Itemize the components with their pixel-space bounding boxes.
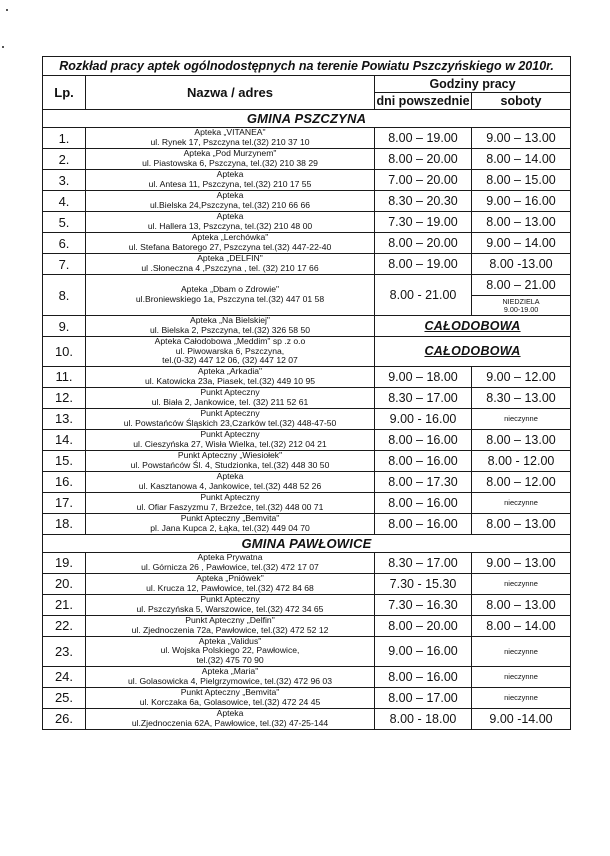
table-row bbox=[43, 128, 571, 149]
pharmacy-name: Apteka bbox=[216, 190, 244, 201]
pharmacy-name-address bbox=[86, 191, 375, 212]
weekday-hours: 8.30 – 20.30 bbox=[375, 191, 472, 212]
table-row bbox=[43, 275, 571, 316]
scan-speck bbox=[6, 9, 8, 11]
pharmacy-name: Punkt Apteczny bbox=[200, 492, 260, 503]
pharmacy-address: ul.Zjednoczenia 62A, Pawłowice, tel.(32) 47-25-144 bbox=[131, 717, 329, 728]
row-number: 10. bbox=[43, 337, 86, 367]
row-number: 26. bbox=[43, 708, 86, 729]
pharmacy-name-address bbox=[86, 429, 375, 450]
pharmacy-address: ul. Górnicza 26 , Pawłowice, tel.(32) 472 17 07 bbox=[141, 561, 319, 572]
pharmacy-name-address bbox=[86, 594, 375, 615]
pharmacy-name: Punkt Apteczny „Bemvita" bbox=[180, 513, 280, 524]
table-row bbox=[43, 233, 571, 254]
pharmacy-name-address bbox=[86, 254, 375, 275]
pharmacy-name-address bbox=[86, 552, 375, 573]
weekday-hours: 8.00 – 17.00 bbox=[375, 687, 472, 708]
pharmacy-name: Apteka „Na Bielskiej" bbox=[190, 315, 270, 326]
row-number: 17. bbox=[43, 492, 86, 513]
weekday-hours: 8.00 – 19.00 bbox=[375, 254, 472, 275]
pharmacy-address: ul. Stefana Batorego 27, Pszczyna tel.(32) 447-22-40 bbox=[128, 242, 332, 252]
pharmacy-name: Apteka „DELFIN" bbox=[197, 253, 263, 264]
table-row bbox=[43, 552, 571, 573]
header-name: Nazwa / adres bbox=[86, 76, 375, 110]
weekday-hours: 8.00 – 16.00 bbox=[375, 429, 472, 450]
pharmacy-name: Apteka „Lerchówka" bbox=[191, 232, 269, 243]
weekday-hours: 9.00 – 18.00 bbox=[375, 366, 472, 387]
sunday-hours: 9.00-19.00 bbox=[503, 304, 539, 314]
pharmacy-address: ul. Hallera 13, Pszczyna, tel.(32) 210 48 00 bbox=[147, 221, 313, 231]
table-row bbox=[43, 429, 571, 450]
pharmacy-address: ul .Słoneczna 4 ,Pszczyna , tel. (32) 210 17 66 bbox=[141, 263, 319, 273]
weekday-hours: 7.00 – 20.00 bbox=[375, 170, 472, 191]
pharmacy-name: Apteka bbox=[216, 708, 244, 718]
weekday-hours: 8.00 – 16.00 bbox=[375, 666, 472, 687]
pharmacy-address: ul. Korczaka 6a, Golasowice, tel.(32) 472 24 45 bbox=[139, 696, 321, 707]
pharmacy-address: ul.Bielska 24,Pszczyna, tel.(32) 210 66 66 bbox=[149, 200, 311, 210]
saturday-hours: 8.00 – 12.00 bbox=[472, 471, 571, 492]
pharmacy-phone: tel.(32) 475 70 90 bbox=[196, 654, 264, 665]
table-row bbox=[43, 387, 571, 408]
row-number: 9. bbox=[43, 316, 86, 337]
pharmacy-name: Punkt Apteczny „Delfin" bbox=[185, 615, 275, 626]
pharmacy-name-address bbox=[86, 408, 375, 429]
pharmacy-name: Apteka bbox=[216, 471, 244, 482]
table-row bbox=[43, 212, 571, 233]
pharmacy-name: Apteka „VITANEA" bbox=[194, 127, 266, 138]
row-number: 14. bbox=[43, 429, 86, 450]
pharmacy-address: ul. Piastowska 6, Pszczyna, tel.(32) 210 38 29 bbox=[142, 158, 318, 168]
table-row bbox=[43, 636, 571, 666]
pharmacy-name: Punkt Apteczny bbox=[200, 408, 260, 419]
open-24h-label: CAŁODOBOWA bbox=[375, 337, 571, 367]
pharmacy-name-address bbox=[86, 170, 375, 191]
row-number: 23. bbox=[43, 636, 86, 666]
saturday-hours: 9.00 – 13.00 bbox=[472, 128, 571, 149]
pharmacy-name-address bbox=[86, 212, 375, 233]
row-number: 4. bbox=[43, 191, 86, 212]
row-number: 25. bbox=[43, 687, 86, 708]
weekday-hours: 8.00 – 20.00 bbox=[375, 233, 472, 254]
weekday-hours: 8.00 – 16.00 bbox=[375, 450, 472, 471]
weekday-hours: 8.00 – 16.00 bbox=[375, 513, 472, 534]
pharmacy-name-address bbox=[86, 128, 375, 149]
table-row bbox=[43, 513, 571, 534]
row-number: 16. bbox=[43, 471, 86, 492]
pharmacy-name-address bbox=[86, 316, 375, 337]
document-title: Rozkład pracy aptek ogólnodostępnych na terenie Powiatu Pszczyńskiego w 2010r. bbox=[43, 57, 571, 76]
pharmacy-name-address bbox=[86, 615, 375, 636]
pharmacy-address: ul. Rynek 17, Pszczyna tel.(32) 210 37 10 bbox=[150, 137, 310, 147]
weekday-hours: 9.00 – 16.00 bbox=[375, 636, 472, 666]
pharmacy-name: Punkt Apteczny bbox=[200, 387, 260, 398]
saturday-hours: 8.30 – 13.00 bbox=[472, 387, 571, 408]
header-weekdays: dni powszednie bbox=[376, 94, 470, 108]
table-row bbox=[43, 450, 571, 471]
pharmacy-name-address bbox=[86, 366, 375, 387]
saturday-hours: 8.00 – 13.00 bbox=[472, 513, 571, 534]
pharmacy-name: Punkt Apteczny „Wiesiołek" bbox=[177, 450, 283, 461]
weekday-hours: 7.30 – 16.30 bbox=[375, 594, 472, 615]
pharmacy-name-address bbox=[86, 450, 375, 471]
pharmacy-name: Apteka „Pniówek" bbox=[196, 573, 264, 584]
saturday-hours: nieczynne bbox=[472, 666, 571, 687]
saturday-hours: 8.00 – 13.00 bbox=[472, 429, 571, 450]
pharmacy-name-address bbox=[86, 471, 375, 492]
saturday-hours: 8.00 – 13.00 bbox=[472, 594, 571, 615]
saturday-hours: 9.00 – 14.00 bbox=[472, 233, 571, 254]
pharmacy-name-address bbox=[86, 708, 375, 729]
saturday-hours: 8.00 – 14.00 bbox=[472, 149, 571, 170]
section-heading: GMINA PAWŁOWICE bbox=[43, 534, 571, 552]
row-number: 19. bbox=[43, 552, 86, 573]
pharmacy-address: ul. Powstańców Śląskich 23,Czarków tel.(32) 448-47-50 bbox=[123, 417, 337, 428]
saturday-hours: nieczynne bbox=[472, 408, 571, 429]
weekday-hours: 8.00 – 20.00 bbox=[375, 149, 472, 170]
pharmacy-name-address bbox=[86, 636, 375, 666]
row-number: 13. bbox=[43, 408, 86, 429]
row-number: 1. bbox=[43, 128, 86, 149]
table-row bbox=[43, 573, 571, 594]
pharmacy-address: ul. Bielska 2, Pszczyna, tel.(32) 326 58 50 bbox=[149, 325, 311, 335]
pharmacy-name-address bbox=[86, 573, 375, 594]
weekday-hours: 8.30 – 17.00 bbox=[375, 552, 472, 573]
pharmacy-name: Apteka „Dbam o Zdrowie" bbox=[180, 284, 280, 295]
row-number: 12. bbox=[43, 387, 86, 408]
scan-speck bbox=[2, 46, 4, 48]
pharmacy-address: ul. Piwowarska 6, Pszczyna, bbox=[175, 345, 285, 356]
pharmacy-name-address bbox=[86, 337, 375, 367]
row-number: 24. bbox=[43, 666, 86, 687]
row-number: 20. bbox=[43, 573, 86, 594]
weekday-hours: 8.00 – 16.00 bbox=[375, 492, 472, 513]
pharmacy-name: Punkt Apteczny „Bemvita" bbox=[180, 687, 280, 697]
saturday-hours: nieczynne bbox=[472, 687, 571, 708]
saturday-hours: 9.00 – 16.00 bbox=[472, 191, 571, 212]
row-number: 2. bbox=[43, 149, 86, 170]
weekday-hours: 8.00 - 21.00 bbox=[375, 275, 472, 316]
saturday-hours: 8.00 – 21.00 bbox=[472, 277, 570, 296]
pharmacy-address: pl. Jana Kupca 2, Łąka, tel.(32) 449 04 70 bbox=[150, 522, 310, 533]
pharmacy-name-address bbox=[86, 275, 375, 316]
table-row bbox=[43, 687, 571, 708]
weekday-hours: 8.00 – 20.00 bbox=[375, 615, 472, 636]
saturday-hours: 8.00 – 14.00 bbox=[472, 615, 571, 636]
header-saturdays: soboty bbox=[472, 93, 571, 110]
pharmacy-name: Apteka Całodobowa „Meddim" sp .z o.o bbox=[154, 336, 306, 346]
pharmacy-name-address bbox=[86, 513, 375, 534]
open-24h-label: CAŁODOBOWA bbox=[375, 316, 571, 337]
pharmacy-address: ul. Krucza 12, Pawłowice, tel.(32) 472 84 68 bbox=[146, 582, 314, 593]
row-number: 5. bbox=[43, 212, 86, 233]
pharmacy-address: ul. Katowicka 23a, Piasek, tel.(32) 449 10 95 bbox=[144, 375, 316, 386]
pharmacy-name-address bbox=[86, 149, 375, 170]
table-row bbox=[43, 594, 571, 615]
pharmacy-name: Punkt Apteczny bbox=[200, 594, 260, 605]
section-row bbox=[43, 110, 571, 128]
header-lp: Lp. bbox=[43, 76, 86, 110]
saturday-sunday-hours bbox=[472, 275, 571, 316]
row-number: 18. bbox=[43, 513, 86, 534]
weekday-hours: 9.00 - 16.00 bbox=[375, 408, 472, 429]
saturday-hours: 8.00 - 12.00 bbox=[472, 450, 571, 471]
saturday-hours: nieczynne bbox=[472, 636, 571, 666]
table-row bbox=[43, 191, 571, 212]
row-number: 3. bbox=[43, 170, 86, 191]
row-number: 7. bbox=[43, 254, 86, 275]
pharmacy-address: ul. Wojska Polskiego 22, Pawłowice, bbox=[160, 645, 300, 656]
table-row bbox=[43, 708, 571, 729]
weekday-hours: 8.00 - 18.00 bbox=[375, 708, 472, 729]
pharmacy-name: Apteka bbox=[216, 211, 244, 222]
pharmacy-address: ul. Antesa 11, Pszczyna, tel.(32) 210 17 55 bbox=[148, 179, 312, 189]
saturday-hours: 8.00 -13.00 bbox=[472, 254, 571, 275]
pharmacy-name-address bbox=[86, 687, 375, 708]
saturday-hours: 9.00 – 13.00 bbox=[472, 552, 571, 573]
saturday-hours: nieczynne bbox=[472, 492, 571, 513]
header-hours: Godziny pracy bbox=[375, 76, 571, 93]
table-row bbox=[43, 408, 571, 429]
table-row bbox=[43, 666, 571, 687]
saturday-hours: 9.00 – 12.00 bbox=[472, 366, 571, 387]
table-row bbox=[43, 492, 571, 513]
pharmacy-name-address bbox=[86, 233, 375, 254]
pharmacy-name: Punkt Apteczny bbox=[200, 429, 260, 440]
table-row bbox=[43, 170, 571, 191]
pharmacy-name-address bbox=[86, 387, 375, 408]
pharmacy-name: Apteka „Arkadia" bbox=[197, 366, 263, 377]
row-number: 6. bbox=[43, 233, 86, 254]
weekday-hours: 8.00 – 17.30 bbox=[375, 471, 472, 492]
pharmacy-address: ul. Powstańców Śl. 4, Studzionka, tel.(32) 448 30 50 bbox=[130, 459, 330, 470]
row-number: 21. bbox=[43, 594, 86, 615]
pharmacy-schedule-table bbox=[42, 56, 571, 730]
weekday-hours: 8.30 – 17.00 bbox=[375, 387, 472, 408]
weekday-hours: 7.30 – 19.00 bbox=[375, 212, 472, 233]
section-heading: GMINA PSZCZYNA bbox=[43, 110, 571, 128]
pharmacy-address: ul. Biała 2, Jankowice, tel. (32) 211 52 61 bbox=[151, 396, 309, 407]
pharmacy-name: Apteka Prywatna bbox=[197, 552, 263, 563]
row-number: 8. bbox=[43, 275, 86, 316]
saturday-hours: nieczynne bbox=[472, 573, 571, 594]
pharmacy-name: Apteka „Pod Murzynem" bbox=[183, 148, 277, 159]
pharmacy-name: Apteka „Validus" bbox=[198, 636, 262, 646]
sunday-label: NIEDZIELA bbox=[502, 296, 540, 306]
row-number: 15. bbox=[43, 450, 86, 471]
weekday-hours: 8.00 – 19.00 bbox=[375, 128, 472, 149]
pharmacy-address: ul. Zjednoczenia 72a, Pawłowice, tel.(32) 472 52 12 bbox=[131, 624, 329, 635]
pharmacy-name: Apteka bbox=[216, 169, 244, 180]
table-row bbox=[43, 149, 571, 170]
row-number: 22. bbox=[43, 615, 86, 636]
saturday-hours: 9.00 -14.00 bbox=[472, 708, 571, 729]
pharmacy-name: Apteka „Maria" bbox=[201, 666, 259, 676]
table-row bbox=[43, 615, 571, 636]
table-row bbox=[43, 366, 571, 387]
pharmacy-address: ul. Kasztanowa 4, Jankowice, tel.(32) 448 52 26 bbox=[138, 480, 322, 491]
pharmacy-name-address bbox=[86, 492, 375, 513]
saturday-hours: 8.00 – 13.00 bbox=[472, 212, 571, 233]
row-number: 11. bbox=[43, 366, 86, 387]
pharmacy-address: ul. Cieszyńska 27, Wisła Wielka, tel.(32) 212 04 21 bbox=[133, 438, 327, 449]
section-row bbox=[43, 534, 571, 552]
table-row bbox=[43, 471, 571, 492]
pharmacy-address: ul. Ofiar Faszyzmu 7, Brzeźce, tel.(32) 448 00 71 bbox=[136, 501, 324, 512]
pharmacy-address: ul. Golasowicka 4, Pielgrzymowice, tel.(32) 472 96 03 bbox=[128, 675, 332, 686]
pharmacy-phone: tel.(0-32) 447 12 06, (32) 447 12 07 bbox=[162, 355, 298, 366]
table-row bbox=[43, 254, 571, 275]
pharmacy-address: ul.Broniewskiego 1a, Pszczyna tel.(32) 447 01 58 bbox=[135, 294, 325, 304]
table-row bbox=[43, 316, 571, 337]
saturday-hours: 8.00 – 15.00 bbox=[472, 170, 571, 191]
pharmacy-address: ul. Pszczyńska 5, Warszowice, tel.(32) 472 34 65 bbox=[136, 603, 324, 614]
weekday-hours: 7.30 - 15.30 bbox=[375, 573, 472, 594]
table-row bbox=[43, 337, 571, 367]
pharmacy-name-address bbox=[86, 666, 375, 687]
